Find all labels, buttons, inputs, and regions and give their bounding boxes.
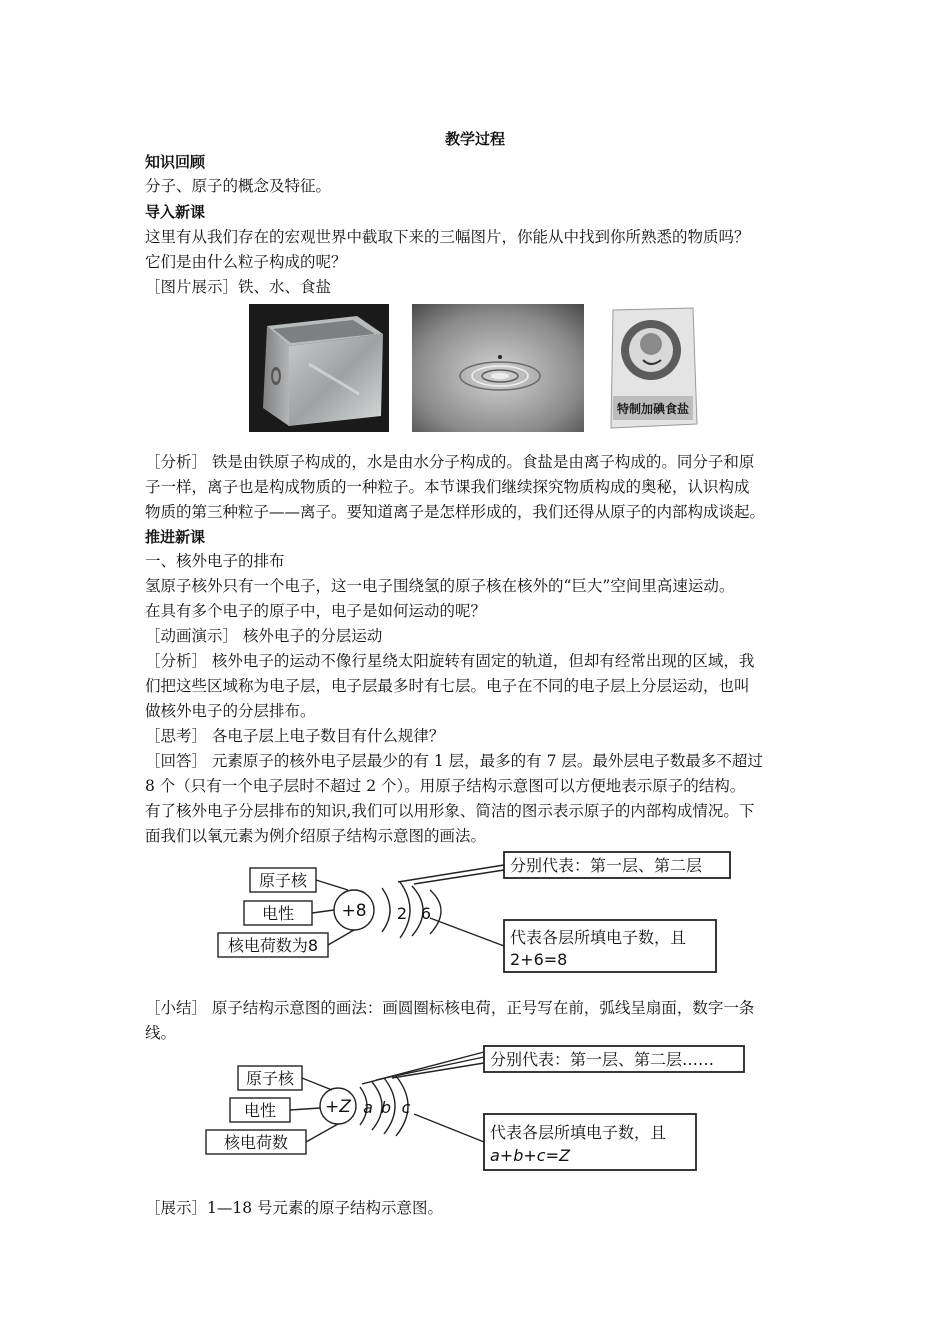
heading-intro: 导入新课 [145, 203, 206, 221]
animation-demo: ［动画演示］ 核外电子的分层运动 [145, 627, 383, 645]
picture-caption: ［图片展示］铁、水、食盐 [145, 278, 332, 296]
d2-nucleus-label: 原子核 [245, 1069, 295, 1088]
d2-nucleus-value: +Z [325, 1097, 351, 1117]
answer-line-1: ［回答］ 元素原子的核外电子层最少的有 1 层，最多的有 7 层。最外层电子数最多不超过 [145, 752, 763, 770]
general-atom-diagram [200, 1042, 750, 1177]
water-ripple-photo [412, 304, 584, 432]
d1-charge-label: 核电荷数为8 [227, 936, 319, 955]
d1-count-note-line-2: 2+6=8 [510, 950, 568, 969]
d1-nucleus-value: +8 [341, 901, 367, 921]
salt-bag-photo [605, 304, 701, 432]
heading-review: 知识回顾 [145, 153, 206, 171]
para1-line-1: 氢原子核外只有一个电子，这一电子围绕氢的原子核在核外的“巨大”空间里高速运动。 [145, 577, 735, 595]
analysis1-line-1: ［分析］ 铁是由铁原子构成的，水是由水分子构成的。食盐是由离子构成的。同分子和原 [145, 453, 755, 471]
d2-shell-b: b [380, 1098, 392, 1117]
summary-line-2: 线。 [145, 1024, 177, 1042]
summary-line-1: ［小结］ 原子结构示意图的画法：画圆圈标核电荷，正号写在前，弧线呈扇面，数字一条 [145, 999, 755, 1017]
heading-new-lesson: 推进新课 [145, 528, 206, 546]
d1-count-note-line-1: 代表各层所填电子数，且 [510, 928, 687, 947]
analysis1-line-2: 子一样，离子也是构成物质的一种粒子。本节课我们继续探究物质构成的奥秘，认识构成 [145, 478, 750, 496]
d1-shell-1: 2 [396, 904, 408, 923]
answer-line-4: 面我们以氧元素为例介绍原子结构示意图的画法。 [145, 827, 487, 845]
analysis2-line-3: 做核外电子的分层排布。 [145, 702, 316, 720]
d2-count-note-line-1: 代表各层所填电子数，且 [490, 1123, 667, 1142]
intro-line-2: 它们是由什么粒子构成的呢？ [145, 253, 347, 271]
d1-shell-2: 6 [420, 904, 432, 923]
subheading-electron-arrangement: 一、核外电子的排布 [145, 552, 285, 570]
d1-layers-note: 分别代表：第一层、第二层 [510, 856, 703, 875]
salt-bag-label: 特制加碘食盐 [616, 402, 690, 416]
show-line: ［展示］1—18 号元素的原子结构示意图。 [145, 1199, 444, 1217]
page-title: 教学过程 [444, 130, 505, 148]
answer-line-2: 8 个（只有一个电子层时不超过 2 个）。用原子结构示意图可以方便地表示原子的结构。 [145, 777, 746, 795]
oxygen-atom-diagram [212, 848, 737, 983]
d1-nucleus-label: 原子核 [258, 871, 308, 890]
d2-charge-label: 核电荷数 [223, 1133, 289, 1152]
intro-line-1: 这里有从我们存在的宏观世界中截取下来的三幅图片，你能从中找到你所熟悉的物质吗？ [145, 228, 750, 246]
d1-sign-label: 电性 [261, 904, 295, 923]
d2-layers-note: 分别代表：第一层、第二层…… [490, 1050, 715, 1069]
para1-line-2: 在具有多个电子的原子中，电子是如何运动的呢？ [145, 602, 487, 620]
analysis1-line-3: 物质的第三种粒子——离子。要知道离子是怎样形成的，我们还得从原子的内部构成谈起。 [145, 503, 766, 521]
analysis2-line-1: ［分析］ 核外电子的运动不像行星绕太阳旋转有固定的轨道，但却有经常出现的区域，我 [145, 652, 755, 670]
d2-shell-a: a [363, 1098, 373, 1117]
iron-box-photo [249, 304, 389, 432]
analysis2-line-2: 们把这些区域称为电子层，电子层最多时有七层。电子在不同的电子层上分层运动，也叫 [145, 677, 750, 695]
answer-line-3: 有了核外电子分层排布的知识,我们可以用形象、简洁的图示表示原子的内部构成情况。下 [145, 802, 755, 820]
d2-sign-label: 电性 [243, 1101, 277, 1120]
d2-shell-c: c [401, 1098, 411, 1117]
review-text: 分子、原子的概念及特征。 [145, 177, 332, 195]
think-question: ［思考］ 各电子层上电子数目有什么规律？ [145, 727, 445, 745]
d2-count-note-line-2: a+b+c=Z [490, 1146, 570, 1165]
